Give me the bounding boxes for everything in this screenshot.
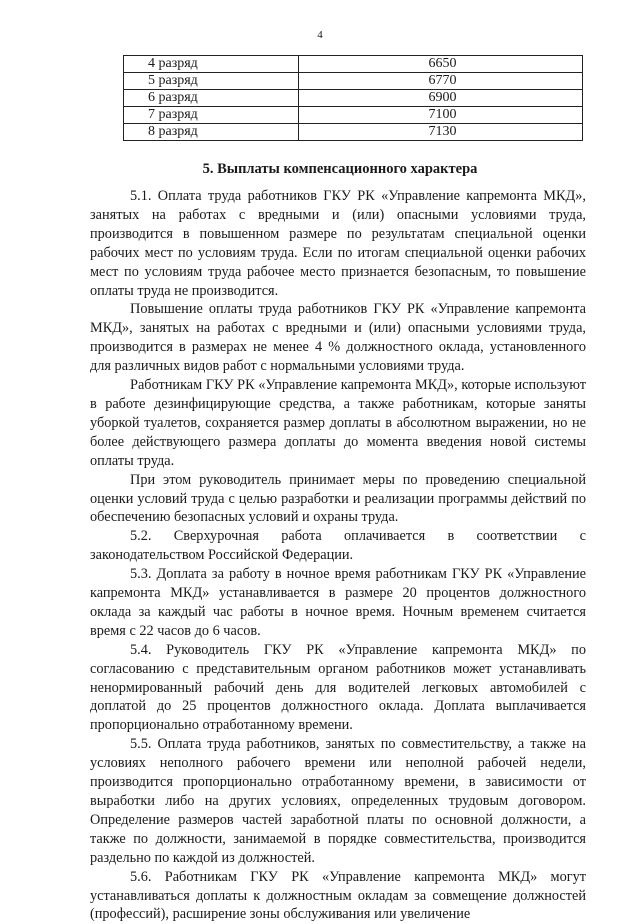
grade-cell: 7 разряд <box>124 107 299 124</box>
table-row <box>124 90 583 107</box>
grade-cell: 5 разряд <box>124 73 299 90</box>
paragraph: 5.5. Оплата труда работников, занятых по совместительству, а также на условиях неполного рабочего времени или неполной рабочей недели, производится пропорционально отработанному времени, в зависимости от выработки либо на других условиях, определенных трудовым договором. Определение размеров частей заработной платы по основной должности, а также по должности, занимаемой в порядке совместительства, производится раздельно по каждой из должностей. <box>90 736 586 866</box>
grade-cell: 6 разряд <box>124 90 299 107</box>
grade-value-cell: 6900 <box>299 90 583 107</box>
grade-value-cell: 7100 <box>299 107 583 124</box>
section-body <box>90 187 586 924</box>
table-row <box>124 124 583 141</box>
grade-value-cell: 7130 <box>299 124 583 141</box>
paragraph: Повышение оплаты труда работников ГКУ РК «Управление капремонта МКД», занятых на работах с вредными и (или) опасными условиями труда, производится в размерах не менее 4 % должностного оклада, установленного для различных видов работ с нормальными условиями труда. <box>90 301 586 375</box>
grade-cell: 8 разряд <box>124 124 299 141</box>
grade-value-cell: 6770 <box>299 73 583 90</box>
grade-salary-table <box>123 55 583 141</box>
page-number: 4 <box>317 29 323 41</box>
table-row <box>124 73 583 90</box>
paragraph: 5.1. Оплата труда работников ГКУ РК «Управление капремонта МКД», занятых на работах с вредными и (или) опасными условиями труда, производится в повышенном размере по результатам специальной оценки рабочих мест по условиям труда. Если по итогам специальной оценки рабочих мест по условиям труда рабочее место признается безопасным, то повышение оплаты труда не производится. <box>90 188 586 299</box>
paragraph: 5.6. Работникам ГКУ РК «Управление капремонта МКД» могут устанавливаться доплаты к должностным окладам за совмещение должностей (профессий), расширение зоны обслуживания или увеличение <box>90 868 586 923</box>
table-row <box>124 107 583 124</box>
paragraph: Работникам ГКУ РК «Управление капремонта МКД», которые используют в работе дезинфицирующие средства, а также работникам, которые заняты уборкой туалетов, сохраняется размер доплаты в абсолютном выражении, но не более действующего размера доплаты до момента введения новой системы оплаты труда. <box>90 377 586 469</box>
paragraph: 5.3. Доплата за работу в ночное время работникам ГКУ РК «Управление капремонта МКД» устанавливается в размере 20 процентов должностного оклада за каждый час работы в ночное время. Ночным временем считается время с 22 часов до 6 часов. <box>90 566 586 639</box>
paragraph: 5.2. Сверхурочная работа оплачивается в соответствии с законодательством Российской Федерации. <box>90 528 586 564</box>
paragraph: При этом руководитель принимает меры по проведению специальной оценки условий труда с целью разработки и реализации программы действий по обеспечению безопасных условий и охраны труда. <box>90 471 586 526</box>
table-row <box>124 56 583 73</box>
grade-cell: 4 разряд <box>124 56 299 73</box>
section-heading: 5. Выплаты компенсационного характера <box>202 161 478 177</box>
grade-value-cell: 6650 <box>299 56 583 73</box>
paragraph: 5.4. Руководитель ГКУ РК «Управление капремонта МКД» по согласованию с представительным органом работников может устанавливать ненормированный рабочий день для водителей легковых автомобилей с доплатой до 25 процентов должностного оклада. Доплата выплачивается пропорционально отработанному времени. <box>90 641 586 734</box>
